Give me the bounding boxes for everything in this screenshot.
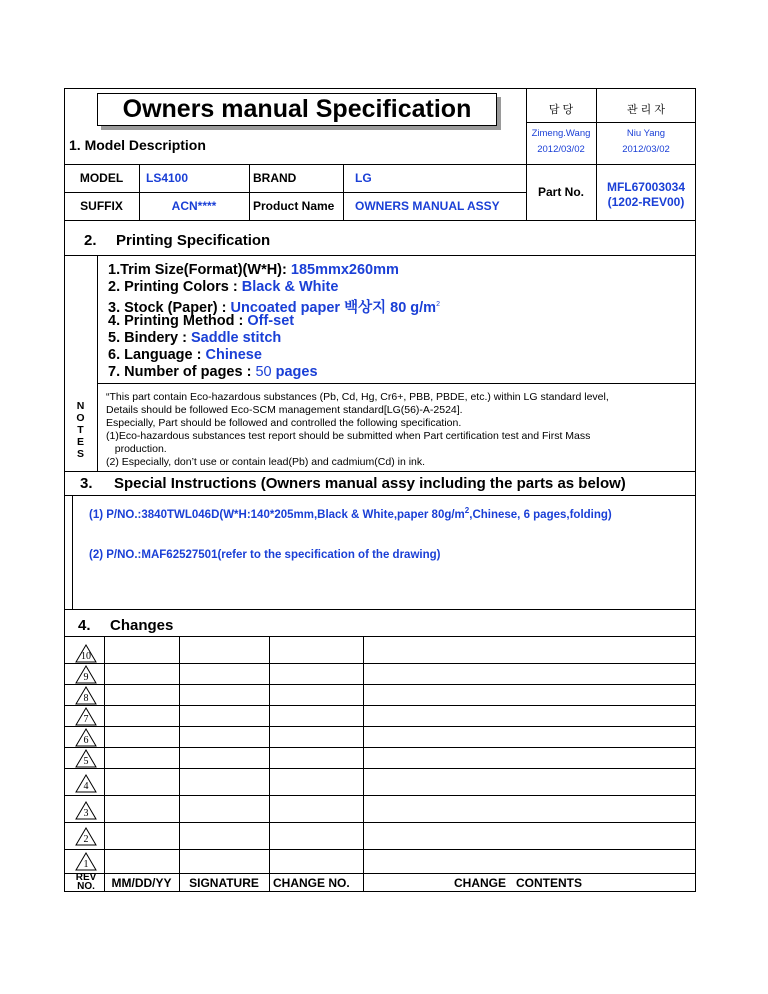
changes-line-0	[64, 636, 696, 637]
note-line-6: (2) Especially, don’t use or contain lead(Pb) and cadmium(Cd) in ink.	[106, 456, 426, 468]
stock-paper-label: 3. Stock (Paper) :	[108, 300, 231, 316]
section2-title: Printing Specification	[116, 232, 271, 249]
notes-letter-t: T	[77, 424, 84, 436]
rev-4	[75, 774, 97, 793]
footer-change-no: CHANGE NO.	[273, 875, 350, 890]
model-value: LS4100	[146, 171, 189, 185]
section3-side-line	[72, 495, 73, 609]
notes-letter-s: S	[76, 448, 84, 460]
notes-letter-o: O	[76, 412, 85, 424]
rev-4-number: 4	[83, 781, 89, 792]
number-of-pages-num: 50	[255, 364, 272, 380]
section3-top-line	[64, 471, 696, 472]
page-title: Owners manual Specification	[122, 95, 472, 123]
rev-1-number: 1	[83, 859, 89, 870]
approval-col2-header: 관 리 자	[627, 104, 665, 116]
section4-number: 4.	[78, 617, 91, 634]
notes-side-line	[97, 255, 98, 471]
rev-6	[75, 728, 97, 747]
bindery-value: Saddle stitch	[191, 330, 282, 346]
changes-col-a	[104, 636, 105, 892]
note-line-5: production.	[106, 443, 167, 455]
rev-2-number: 2	[83, 834, 89, 845]
note-line-2: Details should be followed Eco-SCM management standard[LG(56)-A-2524].	[106, 404, 463, 416]
language-value: Chinese	[205, 347, 262, 363]
section3-number: 3.	[80, 475, 93, 492]
approval-col2-name: Niu Yang	[626, 128, 666, 139]
rev-2	[75, 827, 97, 846]
rev-1	[75, 852, 97, 871]
rev-8-number: 8	[83, 693, 89, 704]
rev-6-number: 6	[83, 735, 89, 746]
notes-letter-e: E	[76, 436, 84, 448]
changes-line-1	[64, 663, 696, 664]
section3-bottom-line	[64, 609, 696, 610]
approval-header-line	[526, 122, 696, 123]
footer-signature: SIGNATURE	[189, 875, 259, 890]
printing-method-label: 4. Printing Method :	[108, 313, 248, 329]
rev-9	[75, 665, 97, 684]
rev-3	[75, 801, 97, 820]
model-col-c	[343, 164, 344, 220]
changes-line-3	[64, 705, 696, 706]
changes-line-8	[64, 822, 696, 823]
bindery-label: 5. Bindery :	[108, 330, 191, 346]
changes-line-7	[64, 795, 696, 796]
suffix-value: ACN****	[171, 199, 217, 213]
approval-col1-date: 2012/03/02	[537, 144, 585, 155]
number-of-pages-value: pages	[271, 364, 318, 380]
printing-method	[108, 313, 294, 329]
number-of-pages	[108, 364, 318, 380]
brand-label: BRAND	[253, 171, 297, 185]
brand-value: LG	[355, 171, 372, 185]
notes-letter-n: N	[76, 400, 85, 412]
instruction-item-1-sup: 2	[464, 506, 470, 515]
title-box	[97, 93, 497, 126]
model-bottom-line	[64, 220, 696, 221]
printing-colors	[108, 279, 338, 295]
changes-line-6	[64, 768, 696, 769]
instruction-item-1-b: ,Chinese, 6 pages,folding)	[469, 508, 612, 521]
model-col-b	[249, 164, 250, 220]
approval-col2-date: 2012/03/02	[622, 144, 670, 155]
suffix-label: SUFFIX	[80, 199, 123, 213]
rev-label-line2: NO.	[77, 881, 95, 892]
changes-col-b	[179, 636, 180, 892]
printing-colors-label: 2. Printing Colors :	[108, 279, 242, 295]
changes-line-9	[64, 849, 696, 850]
product-name-value: OWNERS MANUAL ASSY	[355, 199, 500, 213]
notes-letters	[64, 400, 97, 460]
rev-7	[75, 707, 97, 726]
printing-method-value: Off-set	[247, 313, 295, 329]
rev-5-number: 5	[83, 756, 89, 767]
approval-col1-name: Zimeng.Wang	[531, 128, 591, 139]
rev-3-number: 3	[83, 808, 89, 819]
rev-10	[75, 644, 97, 663]
note-line-4: (1)Eco-hazardous substances test report should be submitted when Part certification test and First Mass	[106, 430, 591, 442]
section2-line	[64, 255, 696, 256]
section4-title: Changes	[110, 617, 174, 634]
section2-number: 2.	[84, 232, 97, 249]
rev-7-number: 7	[83, 714, 89, 725]
changes-line-2	[64, 684, 696, 685]
note-line-3: Especially, Part should be followed and controlled the following specification.	[106, 417, 462, 429]
changes-line-5	[64, 747, 696, 748]
section3-title: Special Instructions (Owners manual assy including the parts as below)	[114, 475, 626, 492]
trim-size	[108, 262, 399, 278]
notes-top-line	[97, 383, 696, 384]
changes-line-4	[64, 726, 696, 727]
rev-no-label	[75, 873, 97, 891]
language	[108, 347, 262, 363]
part-no-label: Part No.	[537, 185, 584, 199]
trim-size-label: 1.Trim Size(Format)(W*H):	[108, 262, 291, 278]
number-of-pages-label: 7. Number of pages :	[108, 364, 256, 380]
changes-col-c	[269, 636, 270, 892]
section3-line	[64, 495, 696, 496]
product-name-label: Product Name	[253, 199, 335, 213]
bindery	[108, 330, 281, 346]
footer-date: MM/DD/YY	[111, 875, 172, 890]
part-no-value-line2: (1202-REV00)	[607, 195, 685, 209]
printing-colors-value: Black & White	[241, 279, 339, 295]
rev-label-line1: REV	[75, 872, 97, 883]
rev-8	[75, 686, 97, 705]
instruction-item-1-a: (1) P/NO.:3840TWL046D(W*H:140*205mm,Black & White,paper 80g/m	[89, 508, 465, 521]
stock-paper-value: Uncoated paper 백상지 80 g/m	[230, 300, 437, 316]
language-label: 6. Language :	[108, 347, 206, 363]
stock-paper-sup: 2	[436, 301, 440, 309]
instruction-item-2: (2) P/NO.:MAF62527501(refer to the specification of the drawing)	[89, 549, 441, 561]
rev-10-number: 10	[81, 651, 91, 662]
note-line-1: “This part contain Eco-hazardous substances (Pb, Cd, Hg, Cr6+, PBB, PBDE, etc.) within LG standard level,	[106, 391, 609, 403]
rev-9-number: 9	[83, 672, 89, 683]
footer-change-contents: CHANGE CONTENTS	[454, 875, 583, 890]
section1-title: 1. Model Description	[69, 137, 206, 153]
part-no-value	[596, 180, 696, 210]
model-label: MODEL	[79, 171, 124, 185]
part-no-value-line1: MFL67003034	[606, 180, 686, 194]
approval-col1-header: 담 당	[548, 104, 574, 116]
changes-col-d	[363, 636, 364, 892]
rev-5	[75, 749, 97, 768]
trim-size-value: 185mmx260mm	[290, 262, 399, 278]
instruction-item-1	[89, 506, 612, 521]
